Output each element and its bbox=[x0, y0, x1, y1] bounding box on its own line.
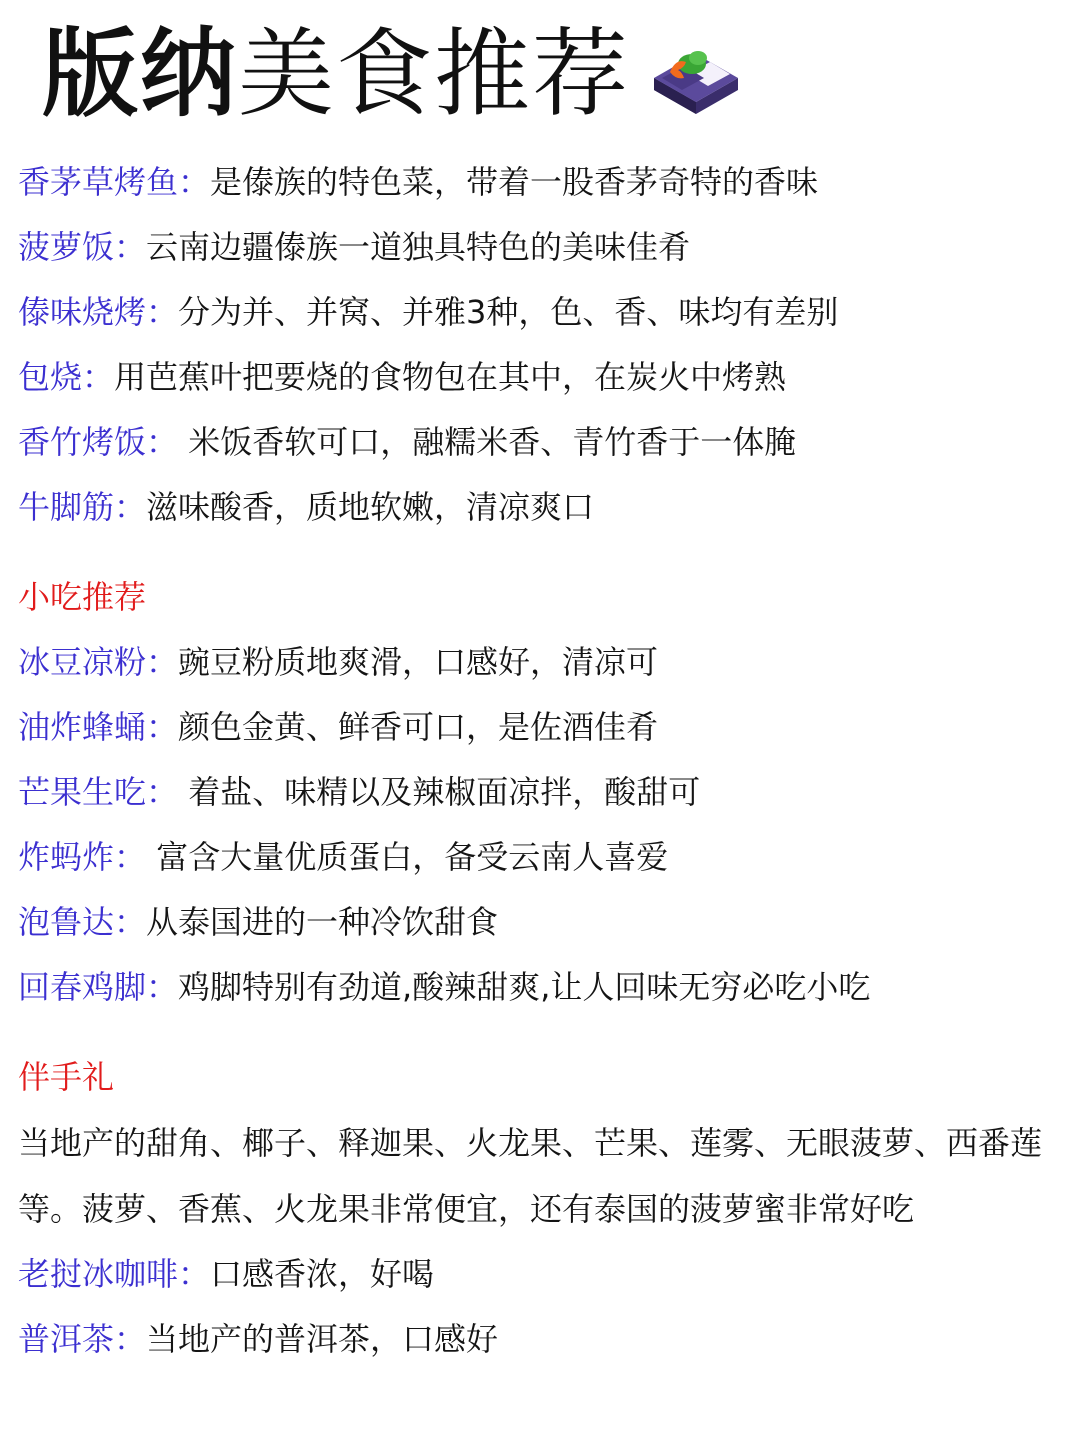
item-colon: ： bbox=[114, 838, 147, 876]
item-name: 冰豆凉粉 bbox=[18, 643, 147, 681]
item-colon: ： bbox=[114, 488, 147, 526]
item-colon: ： bbox=[146, 968, 179, 1006]
item-description: 米饭香软可口，融糯米香、青竹香于一体腌 bbox=[178, 423, 797, 461]
item-colon: ： bbox=[146, 293, 179, 331]
item-name: 泡鲁达 bbox=[18, 903, 115, 941]
dish-item bbox=[18, 345, 1058, 410]
souvenir-heading: 伴手礼 bbox=[18, 1058, 115, 1096]
item-description: 滋味酸香，质地软嫩，清凉爽口 bbox=[146, 488, 595, 526]
item-colon: ： bbox=[178, 163, 211, 201]
item-description: 是傣族的特色菜，带着一股香茅奇特的香味 bbox=[210, 163, 819, 201]
snack-item bbox=[18, 630, 1058, 695]
dish-item bbox=[18, 215, 1058, 280]
item-name: 香茅草烤鱼 bbox=[18, 163, 179, 201]
item-name: 油炸蜂蛹 bbox=[18, 708, 147, 746]
item-description: 当地产的普洱茶，口感好 bbox=[146, 1320, 499, 1358]
item-colon: ： bbox=[114, 1320, 147, 1358]
page-title: 版纳美食推荐 bbox=[42, 18, 630, 130]
item-colon: ： bbox=[114, 903, 147, 941]
snacks-heading: 小吃推荐 bbox=[18, 578, 147, 616]
souvenir-paragraph: 当地产的甜角、椰子、释迦果、火龙果、芒果、莲雾、无眼菠萝、西番莲等。菠萝、香蕉、火龙果非常便宜，还有泰国的菠萝蜜非常好吃 bbox=[18, 1124, 1043, 1228]
item-description: 云南边疆傣族一道独具特色的美味佳肴 bbox=[146, 228, 691, 266]
item-description: 颜色金黄、鲜香可口，是佐酒佳肴 bbox=[178, 708, 659, 746]
dish-item bbox=[18, 410, 1058, 475]
item-colon: ： bbox=[146, 423, 179, 461]
header bbox=[42, 14, 744, 134]
item-description: 口感香浓，好喝 bbox=[210, 1255, 435, 1293]
dish-item bbox=[18, 475, 1058, 540]
item-name: 香竹烤饭 bbox=[18, 423, 147, 461]
item-name: 炸蚂炸 bbox=[18, 838, 115, 876]
item-name: 菠萝饭 bbox=[18, 228, 115, 266]
item-colon: ： bbox=[146, 708, 179, 746]
item-name: 傣味烧烤 bbox=[18, 293, 147, 331]
item-description: 豌豆粉质地爽滑，口感好，清凉可 bbox=[178, 643, 659, 681]
item-name: 回春鸡脚 bbox=[18, 968, 147, 1006]
item-colon: ： bbox=[178, 1255, 211, 1293]
souvenir-item bbox=[18, 1242, 1058, 1307]
item-description: 鸡脚特别有劲道,酸辣甜爽,让人回味无穷必吃小吃 bbox=[178, 968, 871, 1006]
snack-item bbox=[18, 695, 1058, 760]
snack-item bbox=[18, 955, 1058, 1020]
snack-item bbox=[18, 825, 1058, 890]
snack-item bbox=[18, 760, 1058, 825]
item-description: 分为并、并窝、并雅3种，色、香、味均有差别 bbox=[178, 293, 839, 331]
dish-item bbox=[18, 150, 1058, 215]
main-content bbox=[18, 150, 1058, 1372]
snack-item bbox=[18, 890, 1058, 955]
dish-item bbox=[18, 280, 1058, 345]
item-description: 富含大量优质蛋白，备受云南人喜爱 bbox=[146, 838, 669, 876]
item-name: 芒果生吃 bbox=[18, 773, 147, 811]
item-name: 老挝冰咖啡 bbox=[18, 1255, 179, 1293]
item-name: 包烧 bbox=[18, 358, 83, 396]
item-description: 着盐、味精以及辣椒面凉拌，酸甜可 bbox=[178, 773, 701, 811]
item-colon: ： bbox=[82, 358, 115, 396]
item-name: 普洱茶 bbox=[18, 1320, 115, 1358]
item-colon: ： bbox=[146, 773, 179, 811]
souvenir-item bbox=[18, 1307, 1058, 1372]
item-description: 用芭蕉叶把要烧的食物包在其中，在炭火中烤熟 bbox=[114, 358, 787, 396]
item-description: 从泰国进的一种冷饮甜食 bbox=[146, 903, 499, 941]
spacer bbox=[18, 540, 1058, 565]
bento-box-icon bbox=[648, 44, 744, 114]
item-colon: ： bbox=[146, 643, 179, 681]
item-name: 牛脚筋 bbox=[18, 488, 115, 526]
spacer bbox=[18, 1020, 1058, 1045]
item-colon: ： bbox=[114, 228, 147, 266]
